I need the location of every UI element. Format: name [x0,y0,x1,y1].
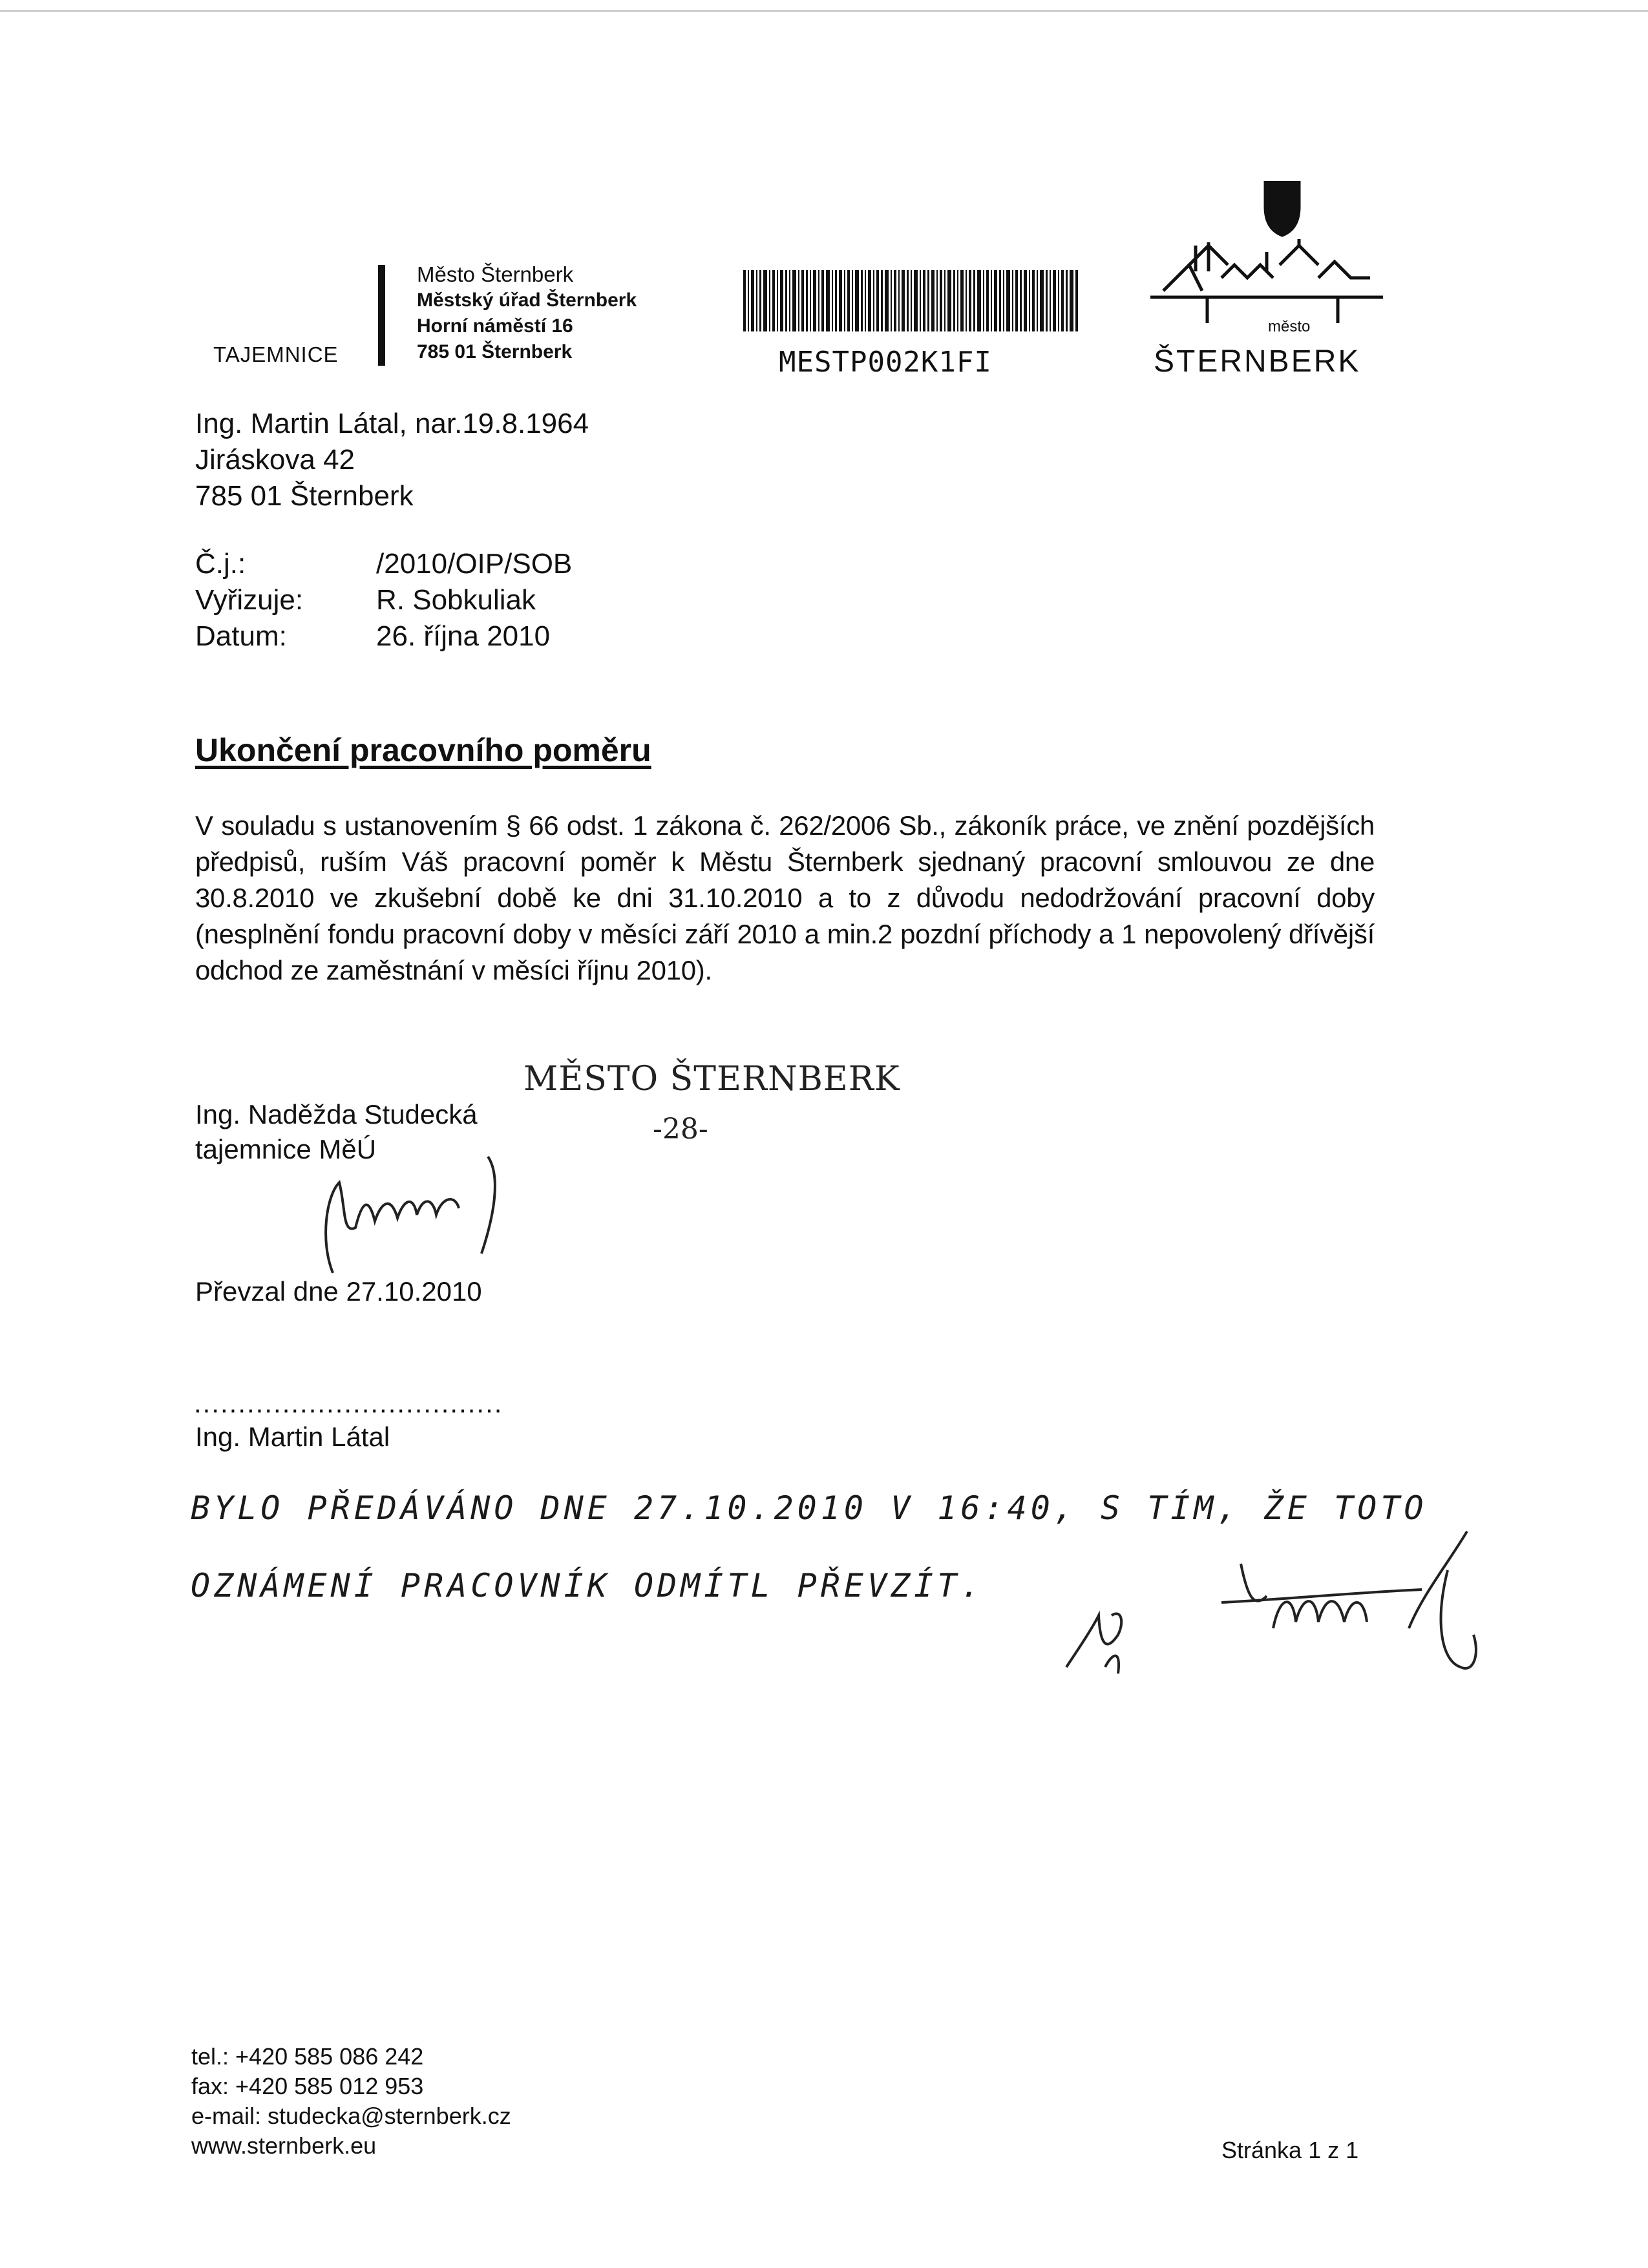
reference-labels [195,546,303,655]
barcode-number: MESTP002K1FI [779,346,992,379]
footer-contact [191,2042,511,2161]
stamp-text: MĚSTO ŠTERNBERK [523,1060,900,1098]
reference-values [376,546,572,655]
footer-email[interactable]: e-mail: studecka@sternberk.cz [191,2103,511,2129]
letter-body: V souladu s ustanovením § 66 odst. 1 zákona č. 262/2006 Sb., zákoník práce, ve znění pozdějších předpisů, ruším Váš pracovní poměr k Městu Šternberk sjednaný pracovní smlouvou ze dne 30.8.2010 ve zkušební době ke dni 31.10.2010 a to z důvodu nedodržování pracovní doby (nesplnění fondu pracovní doby v měsíci září 2010 a min.2 pozdní příchody a 1 nepovolený dřívější odchod ze zaměstnání v měsíci říjnu 2010). [195,810,1375,985]
handler-label: Vyřizuje: [195,584,304,616]
letter-subject: Ukončení pracovního poměru [195,732,651,768]
stamp-number: -28- [653,1113,708,1146]
signatory-name: Ing. Naděžda Studecká [195,1099,478,1129]
recipient-address [195,406,589,514]
receiver-name: Ing. Martin Látal [195,1422,390,1452]
date-value: 26. října 2010 [376,620,551,652]
footer-fax: fax: +420 585 012 953 [191,2073,424,2099]
cj-label: Č.j.: [195,548,246,580]
handwritten-signature [294,1144,591,1279]
witness-signatures [1060,1525,1499,1719]
receiver-signature-line: ................................... [194,1388,503,1418]
recipient-city: 785 01 Šternberk [195,480,414,512]
handwritten-note-line1: BYLO PŘEDÁVÁNO DNE 27.10.2010 V 16:40, S TÍM, ŽE TOTO [191,1489,1428,1527]
handwritten-note-line2: OZNÁMENÍ PRACOVNÍK ODMÍTL PŘEVZÍT. [191,1567,984,1604]
page-number: Stránka 1 z 1 [1221,2137,1359,2163]
letterhead-divider [378,265,385,366]
scan-top-edge [0,10,1648,12]
cj-value: /2010/OIP/SOB [376,548,573,580]
logo-city-name: ŠTERNBERK [1154,344,1361,379]
office-authority: Městský úřad Šternberk [417,289,637,311]
received-date: Převzal dne 27.10.2010 [195,1276,482,1307]
office-city: 785 01 Šternberk [417,341,573,362]
date-label: Datum: [195,620,287,652]
barcode-image [743,270,1079,353]
logo-small-caption: město [1268,318,1311,335]
office-name: Město Šternberk [417,262,574,286]
footer-website[interactable]: www.sternberk.eu [191,2132,377,2159]
office-address [417,262,637,365]
office-street: Horní náměstí 16 [417,315,573,337]
recipient-street: Jiráskova 42 [195,444,355,476]
department-label: TAJEMNICE [213,342,339,366]
city-coat-of-arms-logo [1150,181,1383,330]
footer-phone: tel.: +420 585 086 242 [191,2043,424,2070]
signatory-title: tajemnice MěÚ [195,1134,377,1164]
recipient-name: Ing. Martin Látal, nar.19.8.1964 [195,408,589,439]
handler-value: R. Sobkuliak [376,584,536,616]
